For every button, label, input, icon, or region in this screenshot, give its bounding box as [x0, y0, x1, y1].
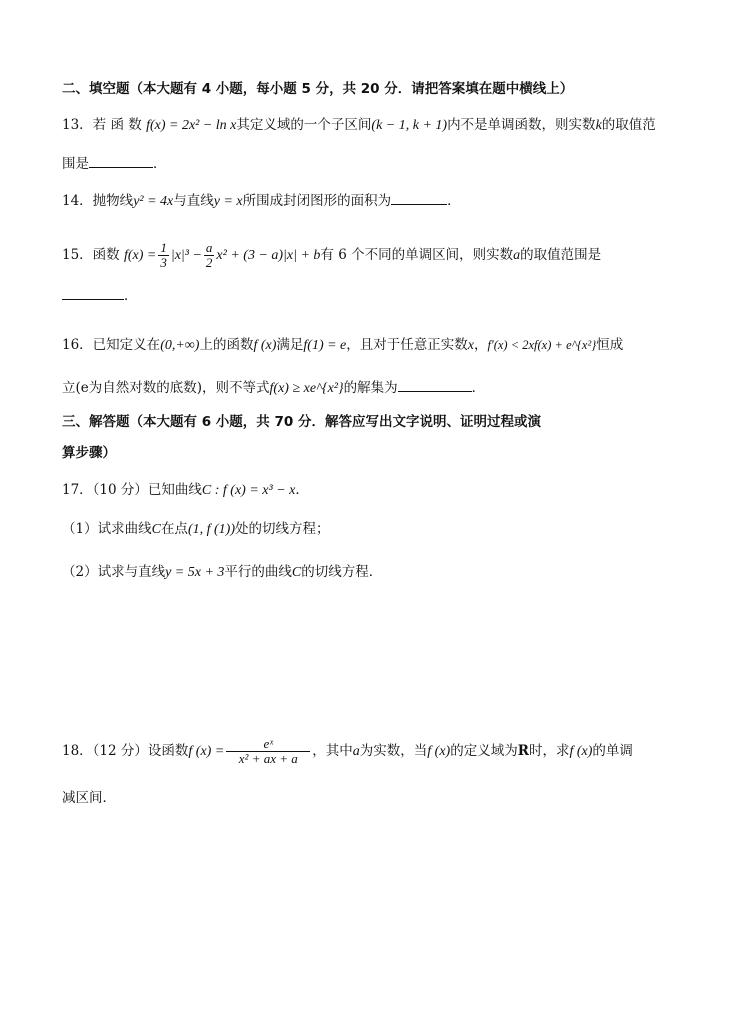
question-18: 18．（12 分）设函数f (x) = $\frac{\text{eˣ}}{\text{x² + ax + a}}$ ，其中a为实数，当f (x)的定义域为R时，求f (x)的单调 [62, 736, 633, 766]
question-18-line2: 减区间． [62, 790, 116, 806]
fraction-a-half: $\frac{a}{2}$ [205, 240, 213, 270]
question-17-part1: （1）试求曲线C在点(1, f (1))处的切线方程； [62, 521, 330, 537]
section2-heading: 二、填空题（本大题有 4 小题，每小题 5 分，共 20 分．请把答案填在题中横线上） [62, 81, 574, 97]
question-16: 16．已知定义在(0,+∞)上的函数f (x)满足f(1) = e，且对于任意正实数x，f′(x) < 2xf(x) + e^{x²}恒成 [62, 337, 624, 353]
section3-heading: 三、解答题（本大题有 6 小题，共 70 分．解答应写出文字说明、证明过程或演 [62, 414, 541, 430]
q17-curve: C : f (x) = x³ − x [201, 483, 296, 498]
question-17-part2: （2）试求与直线y = 5x + 3平行的曲线C的切线方程． [62, 564, 383, 580]
answer-blank-14[interactable] [391, 190, 447, 205]
question-13: 13．若 函 数 f(x) = 2x² − ln x其定义域的一个子区间(k − 1, k + 1)内不是单调函数，则实数k的取值范 [62, 117, 656, 133]
answer-blank-13[interactable] [89, 153, 153, 168]
question-17: 17．（10 分）已知曲线C : f (x) = x³ − x． [62, 482, 309, 498]
question-15-line2: ． [62, 285, 697, 305]
q13-formula: f(x) = 2x² − ln x [146, 118, 237, 133]
answer-blank-15[interactable] [62, 285, 124, 300]
question-15: 15．函数 f(x) = $\frac{1}{3}$ |x|³ − $\frac{a}{2}$ x² + (3 − a)|x| + b有 6 个不同的单调区间，则实数a的取值范围是 [62, 240, 602, 270]
question-14: 14．抛物线y² = 4x与直线y = x所围成封闭图形的面积为 ． [62, 190, 697, 211]
q18-fraction: $\frac{\text{eˣ}}{\text{x² + ax + a}}$ [226, 737, 310, 766]
fraction-one-third: $\frac{1}{3}$ [160, 240, 167, 270]
question-16-line2: 立(e为自然对数的底数)，则不等式f(x) ≥ xe^{x²}的解集为 ． [62, 377, 697, 398]
q16-inequality: f′(x) < 2xf(x) + e^{x²} [487, 338, 597, 352]
question-13-line2: 围是 ． [62, 153, 697, 173]
section3-heading-line2: 算步骤） [62, 445, 116, 461]
answer-blank-16[interactable] [398, 377, 472, 392]
q13-interval: (k − 1, k + 1) [371, 118, 448, 133]
